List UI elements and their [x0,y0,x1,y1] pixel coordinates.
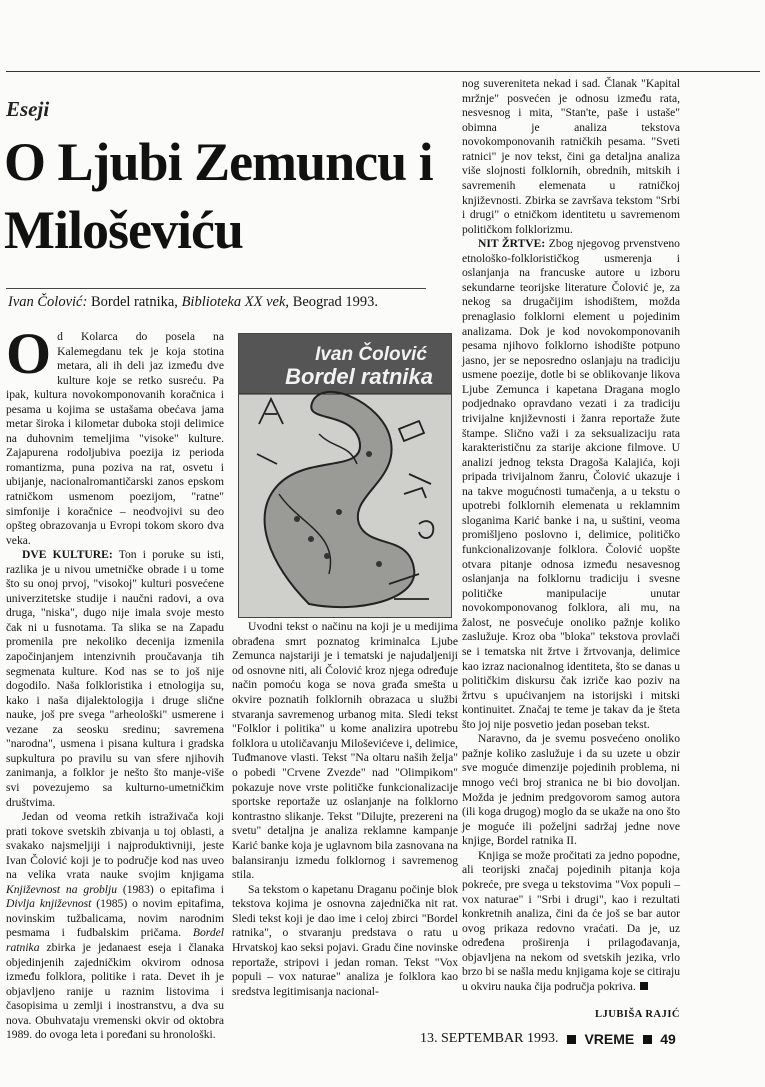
article-column-2 [232,620,458,999]
drop-cap: O [6,321,52,386]
cover-author: Ivan Čolović [315,344,427,365]
paragraph-text: (1983) o epitafima i [117,882,224,896]
byline-publisher: Biblioteka XX vek, [181,294,290,310]
byline-rule [6,288,426,289]
section-label: Eseji [6,97,50,121]
paragraph-text: Zbog njegovog prvenstveno etnološko-folklorističkog usmerenja i oslanjanja na francuske autore u izboru sekundarne teorijske literature Čolović je, za nekog sa drugačijim ishodištem, možda prenaglasio folklorni element u pojedinim analizama. Dok je kod novokomponovanih pesama njihovo folklorno ishodište potpuno jasno, jer se neposredno oslanjaju na tradiciju usmene poezije, dotle bi se oblikovanje likova Ljube Zemunca i kapetana Dragana moglo podjednako opravdano vezati i za tradiciju trivijalne književnosti i žanra reportaže žute štampe. Slično važi i za seksualizaciju rata karakterističnu za starije akcione filmove. U analizi jednog teksta Dragoša Kalajića, koji pripada trivijalnom žanru, Čolović ukazuje i na takve mogućnosti tumačenja, a u tekstu o upotrebi folklornih elemenata u reklamnim sloganima Karić banke i na, u suštini, veoma promišljeno poslovno i, delimice, političko funkcionalizovanje folklora. Čolović uopšte otvara pitanje odnosa između nesavesnog oslanjanja na folklornu tradiciju i svesne političke manipulacije unutar novokomponovanog folklora, ali mu, na žalost, ne posvećuje onoliko pažnje koliko zaslužuje. Kroz oba "bloka" tekstova provlači se i tematska nit žrtve i žrtvovanja, delimice kao izraz nacionalnog identiteta, što se danas u političkim diskursu čak izriče kao poziv na žrtvu s upućivanjem na istorijski i mitski kontinuitet. Značaj te teme je takav da je šteta što joj nije posvetio jedan poseban tekst. [462,237,680,731]
page-number: 49 [660,1031,676,1047]
issue-date: 13. SEPTEMBAR 1993. [420,1031,559,1046]
paragraph: Sa tekstom o kapetanu Draganu počinje blok tekstova kojima je osnovna zajednička nit rat. Sledi tekst koji je dao ime i celoj zbirci "Bordel ratnika", o stvaranju predstava o ratu u Hrvatskoj kao seksi pojavi. Gradu čine novinske reportaže, stripovi i jedan roman. Tekst "Vox populi – vox naturae" analiza je folklora kao sredstva legitimisanja nacional- [232,882,458,998]
paragraph-text: (1985) o novim epitafima, novinskim tužbalicama, novim narodnim pesmama i fudbalskim pričama. [6,897,224,940]
article-column-3 [462,77,680,994]
book-cover-image [238,333,452,618]
footer-square-icon [567,1035,576,1044]
paragraph-text: d Kolarca do posela na Kalemegdanu tek je koja stotina metara, ali ih deli jaz između dve kulture koje se retko susreću. Pa ipak, kultura novokomponovanih koračnica i pesama u kojima se ustašama obećava jama metar široka i kilometar duboka stoji delimice na duhovnim temeljima "visoke" kulture. Zajapurena rodoljubiva poezija iz perioda romantizma, puna poziva na rat, osvetu i ubijanje, nacionalromantičarski zanos epskom ratničkom usmenom poezijom, "ratne" simfonije i koračnice – neodvojivi su deo opšteg obrazovanja u Evropi tokom skoro dva veka. [6,330,224,547]
article-column-1 [6,321,224,1043]
paragraph-text: Knjiga se može pročitati za jedno popodne, ali teorijski značaj pojedinih pitanja koja pokreće, pre svega u tekstovima "Vox populi – vox naturae" i "Srbi i drugi", kao i rezultati konkretnih analiza, čini da će još se bar autor ovog prikaza redovno vraćati. Da je, uz određena proširenja i prilagođavanja, objavljena na nekom od svetskih jezika, vrlo brzo bi se našla medu knjigama koje se citiraju u okviru nauka čija područja pokriva. [462,848,680,993]
headline: O Ljubi Zemuncu i Miloševiću [4,132,433,260]
subheading: NIT ŽRTVE: [478,237,546,251]
book-title: Bordel ratnika [6,926,224,954]
cover-title: Bordel ratnika [285,364,433,389]
paragraph-text: Ton i poruke su isti, razlika je u nivou umetničke obrade i u tome što su onoj prvoj, "visokoj" kulturi posvećene univerzitetske studije i naučni radovi, a ova druga, "niska", dugo nije imala svoje mesto čak ni u fusnotama. Ta slika se na Zapadu promenila pre nekoliko decenija izmenila započinjanjem intenzivnih proučavanja tih segmenata kulture. Kod nas se to još nije dogodilo. Naša folkloristika i etnologija su, kako i naša dijalektologija i druge slične nauke, još pre svega "arheološki" usmerene i vezane za seosku sredinu; savremena "narodna", usmena i pisana kultura i gradska supkultura po pravilu su van sfere njihovih zanimanja, a folklor je nešto što manje-više svi povezujemo sa kulturno-umetničkim društvima. [6,548,224,809]
paragraph [6,321,224,548]
paragraph-text: zbirka je jedanaest eseja i članaka objedinjenih zajedničkim okvirom odnosa između folklora, politike i rata. Devet ih je objavljeno ranije u raznim listovima i časopisima u zemlji i inostranstvu, a dva su nova. Obuhvataju vremenski okvir od oktobra 1989. do ovoga leta i poređani su hronološki. [6,940,224,1042]
paragraph [6,548,224,810]
magazine-name: VREME [584,1031,635,1047]
byline-author: Ivan Čolović: [8,294,88,310]
byline-title: Bordel ratnika, [90,294,178,310]
byline-place-year: Beograd 1993. [292,294,379,310]
paragraph-text: Jedan od veoma retkih istraživača koji prati tokove svetskih zbivanja u toj oblasti, a svakako najsmeljiji i najproduktivniji, jeste Ivan Čolović koji je to područje kod nas uveo na velika vrata nauke svojim knjigama [6,810,224,882]
book-title: Divlja književnost [6,897,92,911]
paragraph: nog suvereniteta nekad i sad. Članak "Kapital mržnje" posvećen je odnosu između rata, nesvesnog i mita, "Stan'te, paše i ustaše" obimna je analiza tekstova novokomponovanih ratničkih pesama. "Sveti ratnici" je nov tekst, čini ga detaljna analiza više slojnosti folklornih, obrednih, mitskih i savremenih elemenata u ratničkoj književnosti. Zbirka se završava tekstom "Srbi i drugi" o etničkom identitetu u savremenom političkom folklorizmu. [462,77,680,236]
paragraph: Uvodni tekst o načinu na koji je u medijima obrađena smrt poznatog kriminalca Ljube Zemunca najstariji je i tematski je najudaljeniji od osnovne niti, ali Čolović kroz njega određuje način pomoću koga se nova građa smešta u okvire poznatih folklornih obrazaca u službi stvaranja savremenog urbanog mita. Sledi tekst "Folklor i politika" u kome analizira upotrebu folklora u utoličavanju Miloševićeve i, delimice, Tuđmanove vlasti. Tekst "Na oltaru naših želja" o pobedi "Crvene Zvezde" nad "Olimpikom" pokazuje nove vrste političke funkcionalizacije sportske reportaže uz oslanjanje na folklorno kontrastno slikanje. Tekst "Dilujte, prezereni na svetu" detaljna je analiza reklamne kampanje Karić banke koja je uglavnom bila zasnovana na balansiranju izmedu folklornog i savremenog stila. [232,620,458,882]
book-title: Književnost na groblju [6,882,118,896]
paragraph [462,237,680,732]
paragraph [462,849,680,995]
top-rule [6,71,760,72]
footer-square-icon [643,1035,652,1044]
paragraph: Naravno, da je svemu posvećeno onoliko pažnje koliko zaslužuje i da su uzete u obzir sve moguće dimenzije pojedinih problema, ni mnogo veći broj stranica ne bi bio dovoljan. Možda je jednim predgovorom samog autora (ili koga drugog) moglo da se ukaže na ono što je moguće ili poželjni sadržaj jedne nove knjige, Bordel ratnika II. [462,732,680,848]
subheading: DVE KULTURE: [22,548,113,562]
author-signature: LJUBIŠA RAJIĆ [595,1009,680,1020]
paragraph [6,810,224,1043]
page-footer [420,1031,740,1047]
byline [8,294,438,311]
end-mark [640,982,648,990]
book-cover-art [239,334,451,617]
